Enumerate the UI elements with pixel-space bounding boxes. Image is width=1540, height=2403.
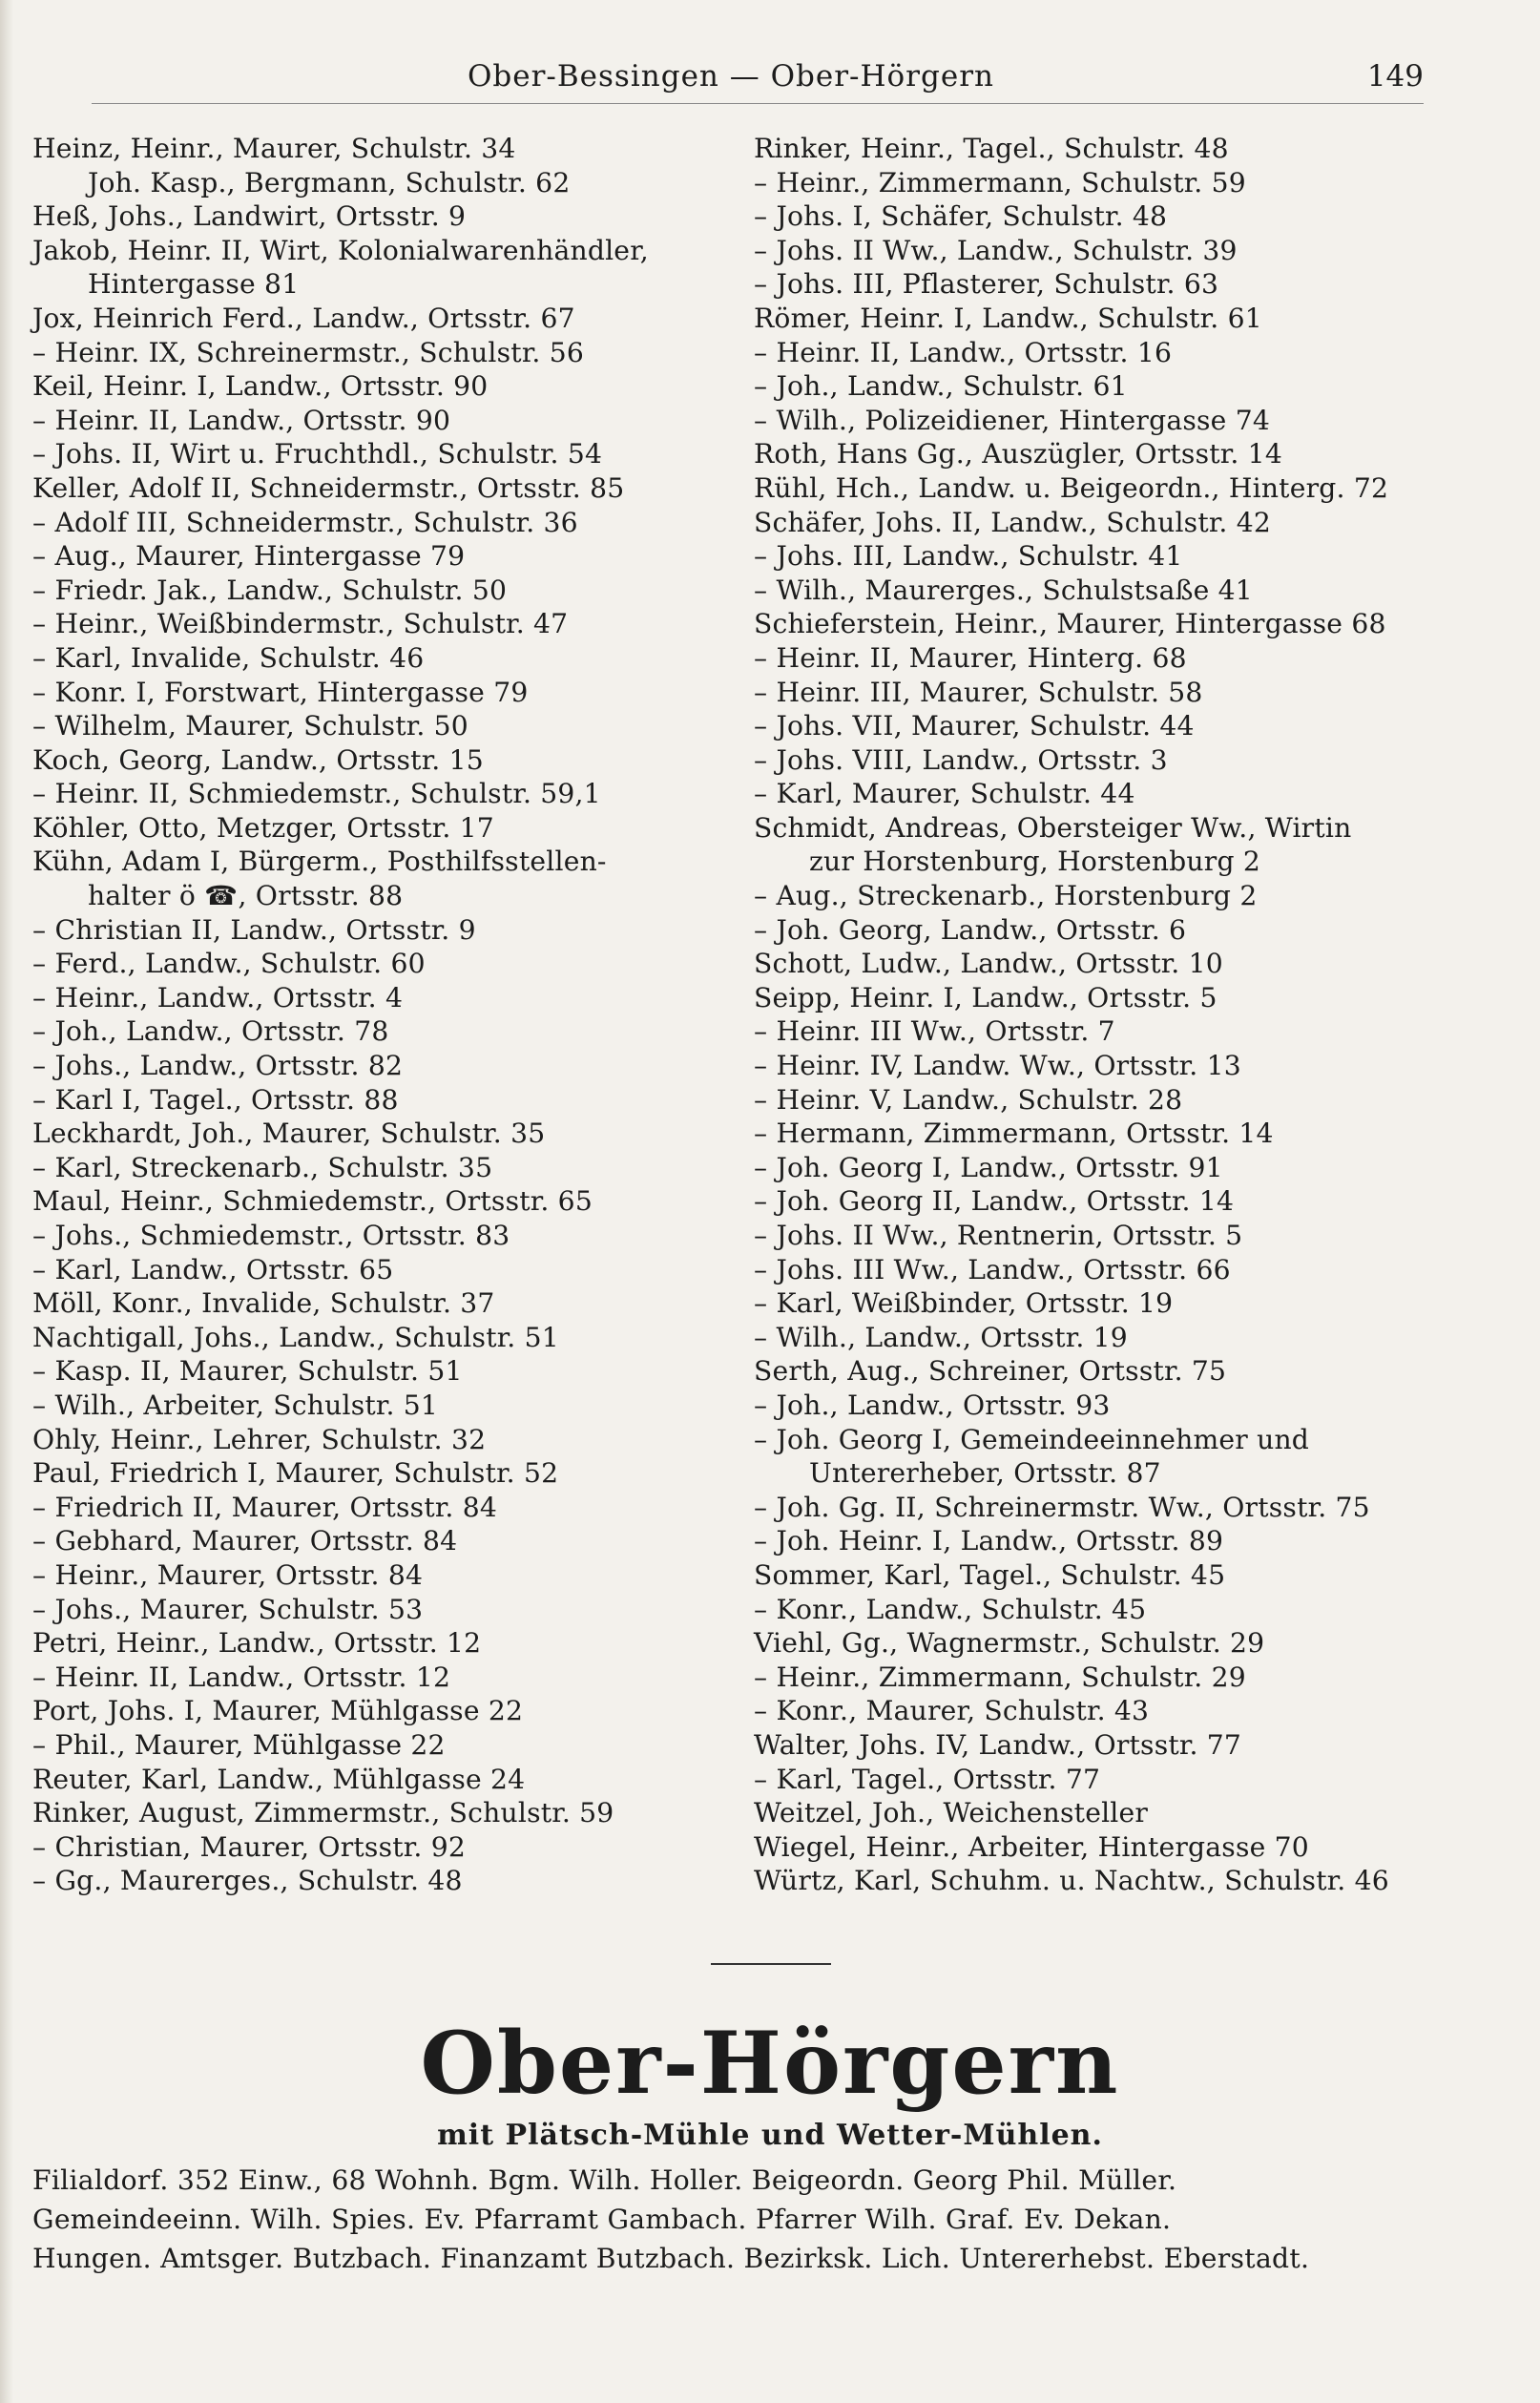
- directory-entry: Ohly, Heinr., Lehrer, Schulstr. 32: [32, 1423, 487, 1455]
- directory-entry: – Konr. I, Forstwart, Hintergasse 79: [32, 676, 529, 708]
- section-subtitle: mit Plätsch-Mühle und Wetter-Mühlen.: [437, 2119, 1103, 2152]
- directory-entry: – Johs., Maurer, Schulstr. 53: [32, 1593, 424, 1625]
- directory-entry: – Joh. Georg I, Gemeindeeinnehmer und: [754, 1423, 1310, 1455]
- left-column: [32, 132, 719, 1898]
- directory-entry: Walter, Johs. IV, Landw., Ortsstr. 77: [754, 1728, 1242, 1761]
- directory-entry: Würtz, Karl, Schuhm. u. Nachtw., Schulstr. 46: [754, 1865, 1389, 1897]
- info-line: Filialdorf. 352 Einw., 68 Wohnh. Bgm. Wilh. Holler. Beigeordn. Georg Phil. Müller.: [32, 2164, 1177, 2196]
- directory-entry: halter ö ☎, Ortsstr. 88: [88, 880, 404, 912]
- directory-entry: – Heinr., Maurer, Ortsstr. 84: [32, 1558, 424, 1591]
- directory-entry: Viehl, Gg., Wagnermstr., Schulstr. 29: [754, 1627, 1265, 1660]
- running-title: Ober-Bessingen — Ober-Hörgern: [468, 59, 994, 94]
- directory-entry: Schäfer, Johs. II, Landw., Schulstr. 42: [754, 506, 1272, 538]
- directory-entry: Heß, Johs., Landwirt, Ortsstr. 9: [32, 200, 467, 233]
- directory-entry: – Heinr., Weißbindermstr., Schulstr. 47: [32, 608, 569, 640]
- directory-entry: – Joh. Georg, Landw., Ortsstr. 6: [754, 913, 1187, 946]
- directory-entry: Weitzel, Joh., Weichensteller: [754, 1797, 1149, 1829]
- directory-entry: – Heinr. II, Landw., Ortsstr. 12: [32, 1661, 451, 1693]
- directory-entry: – Wilh., Arbeiter, Schulstr. 51: [32, 1389, 439, 1421]
- directory-entry: – Konr., Landw., Schulstr. 45: [754, 1593, 1147, 1625]
- directory-entry: Seipp, Heinr. I, Landw., Ortsstr. 5: [754, 981, 1217, 1013]
- directory-entry: – Karl, Landw., Ortsstr. 65: [32, 1253, 394, 1285]
- directory-entry: – Adolf III, Schneidermstr., Schulstr. 36: [32, 506, 578, 538]
- directory-entry: – Aug., Maurer, Hintergasse 79: [32, 540, 466, 573]
- directory-entry: Paul, Friedrich I, Maurer, Schulstr. 52: [32, 1457, 559, 1490]
- directory-entry: – Johs., Schmiedemstr., Ortsstr. 83: [32, 1220, 510, 1251]
- directory-entry: – Johs. I, Schäfer, Schulstr. 48: [754, 200, 1168, 233]
- directory-entry: – Heinr., Zimmermann, Schulstr. 29: [754, 1661, 1246, 1693]
- directory-entry: Reuter, Karl, Landw., Mühlgasse 24: [32, 1763, 526, 1795]
- directory-entry: Nachtigall, Johs., Landw., Schulstr. 51: [32, 1321, 559, 1353]
- directory-entry: – Johs. II Ww., Rentnerin, Ortsstr. 5: [754, 1220, 1243, 1251]
- directory-entry: – Joh. Heinr. I, Landw., Ortsstr. 89: [754, 1525, 1224, 1557]
- directory-entry: Serth, Aug., Schreiner, Ortsstr. 75: [754, 1355, 1227, 1388]
- directory-entry: – Hermann, Zimmermann, Ortsstr. 14: [754, 1118, 1274, 1150]
- directory-entry: – Konr., Maurer, Schulstr. 43: [754, 1695, 1150, 1727]
- right-column: [754, 132, 1441, 1898]
- directory-entry: Römer, Heinr. I, Landw., Schulstr. 61: [754, 302, 1262, 334]
- directory-entry: Rühl, Hch., Landw. u. Beigeordn., Hinterg. 72: [754, 471, 1389, 504]
- directory-entry: – Karl I, Tagel., Ortsstr. 88: [32, 1083, 399, 1116]
- directory-entry: – Ferd., Landw., Schulstr. 60: [32, 948, 426, 980]
- page-header: [38, 59, 1424, 101]
- directory-entry: Port, Johs. I, Maurer, Mühlgasse 22: [32, 1695, 524, 1727]
- directory-entry: Jox, Heinrich Ferd., Landw., Ortsstr. 67: [32, 302, 575, 334]
- directory-entry: – Christian II, Landw., Ortsstr. 9: [32, 913, 476, 946]
- directory-entry: Hintergasse 81: [88, 268, 300, 301]
- directory-entry: – Joh. Georg I, Landw., Ortsstr. 91: [754, 1151, 1223, 1183]
- directory-entry: Keller, Adolf II, Schneidermstr., Ortsstr. 85: [32, 471, 625, 504]
- directory-entry: – Karl, Maurer, Schulstr. 44: [754, 778, 1135, 810]
- directory-entry: – Johs. III, Landw., Schulstr. 41: [754, 540, 1183, 573]
- section-info: [32, 2161, 1426, 2278]
- directory-entry: – Joh. Gg. II, Schreinermstr. Ww., Ortsstr. 75: [754, 1491, 1370, 1523]
- directory-entry: – Joh. Georg II, Landw., Ortsstr. 14: [754, 1185, 1235, 1218]
- directory-entry: – Kasp. II, Maurer, Schulstr. 51: [32, 1355, 463, 1388]
- directory-entry: – Heinr. II, Schmiedemstr., Schulstr. 59,1: [32, 778, 601, 810]
- directory-entry: Joh. Kasp., Bergmann, Schulstr. 62: [88, 166, 571, 199]
- directory-entry: – Joh., Landw., Ortsstr. 93: [754, 1389, 1111, 1421]
- directory-entry: – Heinr. IV, Landw. Ww., Ortsstr. 13: [754, 1050, 1241, 1082]
- page-number: 149: [1366, 59, 1424, 94]
- directory-entry: – Friedrich II, Maurer, Ortsstr. 84: [32, 1491, 498, 1523]
- info-line: Hungen. Amtsger. Butzbach. Finanzamt Butzbach. Bezirksk. Lich. Untererhebst. Eberstadt.: [32, 2243, 1310, 2274]
- directory-entry: Möll, Konr., Invalide, Schulstr. 37: [32, 1287, 495, 1320]
- directory-entry: Untererheber, Ortsstr. 87: [809, 1457, 1161, 1490]
- directory-entry: – Heinr. II, Landw., Ortsstr. 90: [32, 404, 451, 436]
- directory-entry: – Heinr. III Ww., Ortsstr. 7: [754, 1015, 1115, 1048]
- directory-entry: Maul, Heinr., Schmiedemstr., Ortsstr. 65: [32, 1185, 593, 1218]
- info-line: Gemeindeeinn. Wilh. Spies. Ev. Pfarramt Gambach. Pfarrer Wilh. Graf. Ev. Dekan.: [32, 2204, 1172, 2235]
- directory-entry: – Aug., Streckenarb., Horstenburg 2: [754, 880, 1258, 912]
- directory-entry: – Johs. III, Pflasterer, Schulstr. 63: [754, 268, 1219, 301]
- directory-entry: Rinker, Heinr., Tagel., Schulstr. 48: [754, 133, 1229, 164]
- directory-entry: – Phil., Maurer, Mühlgasse 22: [32, 1728, 446, 1761]
- directory-entry: Schott, Ludw., Landw., Ortsstr. 10: [754, 948, 1223, 980]
- directory-entry: Schmidt, Andreas, Obersteiger Ww., Wirtin: [754, 811, 1352, 844]
- directory-entry: – Heinr. III, Maurer, Schulstr. 58: [754, 676, 1203, 708]
- directory-entry: Köhler, Otto, Metzger, Ortsstr. 17: [32, 811, 494, 844]
- directory-entry: Keil, Heinr. I, Landw., Ortsstr. 90: [32, 370, 489, 403]
- directory-entry: – Wilh., Maurerges., Schulstsaße 41: [754, 574, 1253, 606]
- directory-entry: Leckhardt, Joh., Maurer, Schulstr. 35: [32, 1118, 546, 1150]
- directory-entry: Heinz, Heinr., Maurer, Schulstr. 34: [32, 133, 516, 164]
- directory-entry: – Gg., Maurerges., Schulstr. 48: [32, 1865, 463, 1897]
- directory-entry: – Wilhelm, Maurer, Schulstr. 50: [32, 710, 468, 742]
- directory-entry: Rinker, August, Zimmermstr., Schulstr. 59: [32, 1797, 614, 1829]
- directory-entry: – Heinr., Zimmermann, Schulstr. 59: [754, 166, 1246, 199]
- directory-entry: – Johs. VII, Maurer, Schulstr. 44: [754, 710, 1195, 742]
- directory-entry: – Heinr., Landw., Ortsstr. 4: [32, 981, 404, 1013]
- directory-entry: – Karl, Invalide, Schulstr. 46: [32, 641, 425, 674]
- directory-entry: Kühn, Adam I, Bürgerm., Posthilfsstellen-: [32, 846, 607, 878]
- directory-entry: – Heinr. IX, Schreinermstr., Schulstr. 56: [32, 336, 584, 368]
- directory-entry: – Johs., Landw., Ortsstr. 82: [32, 1050, 404, 1082]
- directory-entry: – Gebhard, Maurer, Ortsstr. 84: [32, 1525, 458, 1557]
- header-rule: [92, 103, 1424, 104]
- directory-entry: zur Horstenburg, Horstenburg 2: [809, 846, 1260, 878]
- directory-entry: – Johs. VIII, Landw., Ortsstr. 3: [754, 743, 1168, 776]
- directory-entry: – Johs. II, Wirt u. Fruchthdl., Schulstr. 54: [32, 438, 603, 470]
- directory-entry: Koch, Georg, Landw., Ortsstr. 15: [32, 743, 484, 776]
- directory-entry: – Heinr. II, Landw., Ortsstr. 16: [754, 336, 1173, 368]
- directory-entry: Roth, Hans Gg., Auszügler, Ortsstr. 14: [754, 438, 1282, 470]
- directory-entry: – Karl, Weißbinder, Ortsstr. 19: [754, 1287, 1174, 1320]
- directory-entry: – Johs. II Ww., Landw., Schulstr. 39: [754, 234, 1238, 266]
- directory-entry: Sommer, Karl, Tagel., Schulstr. 45: [754, 1558, 1226, 1591]
- directory-entry: – Heinr. II, Maurer, Hinterg. 68: [754, 641, 1187, 674]
- directory-entry: – Johs. III Ww., Landw., Ortsstr. 66: [754, 1253, 1231, 1285]
- directory-entry: – Wilh., Polizeidiener, Hintergasse 74: [754, 404, 1270, 436]
- directory-entry: – Joh., Landw., Schulstr. 61: [754, 370, 1128, 403]
- directory-entry: – Christian, Maurer, Ortsstr. 92: [32, 1830, 466, 1863]
- section-title: Ober-Hörgern: [420, 2013, 1120, 2114]
- directory-entry: – Joh., Landw., Ortsstr. 78: [32, 1015, 389, 1048]
- directory-entry: – Karl, Streckenarb., Schulstr. 35: [32, 1151, 493, 1183]
- directory-entry: Wiegel, Heinr., Arbeiter, Hintergasse 70: [754, 1830, 1309, 1863]
- directory-entry: – Wilh., Landw., Ortsstr. 19: [754, 1321, 1128, 1353]
- directory-entry: – Heinr. V, Landw., Schulstr. 28: [754, 1083, 1183, 1116]
- directory-entry: Jakob, Heinr. II, Wirt, Kolonialwarenhändler,: [32, 234, 649, 266]
- directory-entry: – Karl, Tagel., Ortsstr. 77: [754, 1763, 1101, 1795]
- directory-entry: – Friedr. Jak., Landw., Schulstr. 50: [32, 574, 508, 606]
- section-divider: [711, 1963, 831, 1965]
- directory-entry: Schieferstein, Heinr., Maurer, Hintergasse 68: [754, 608, 1386, 640]
- directory-entry: Petri, Heinr., Landw., Ortsstr. 12: [32, 1627, 482, 1660]
